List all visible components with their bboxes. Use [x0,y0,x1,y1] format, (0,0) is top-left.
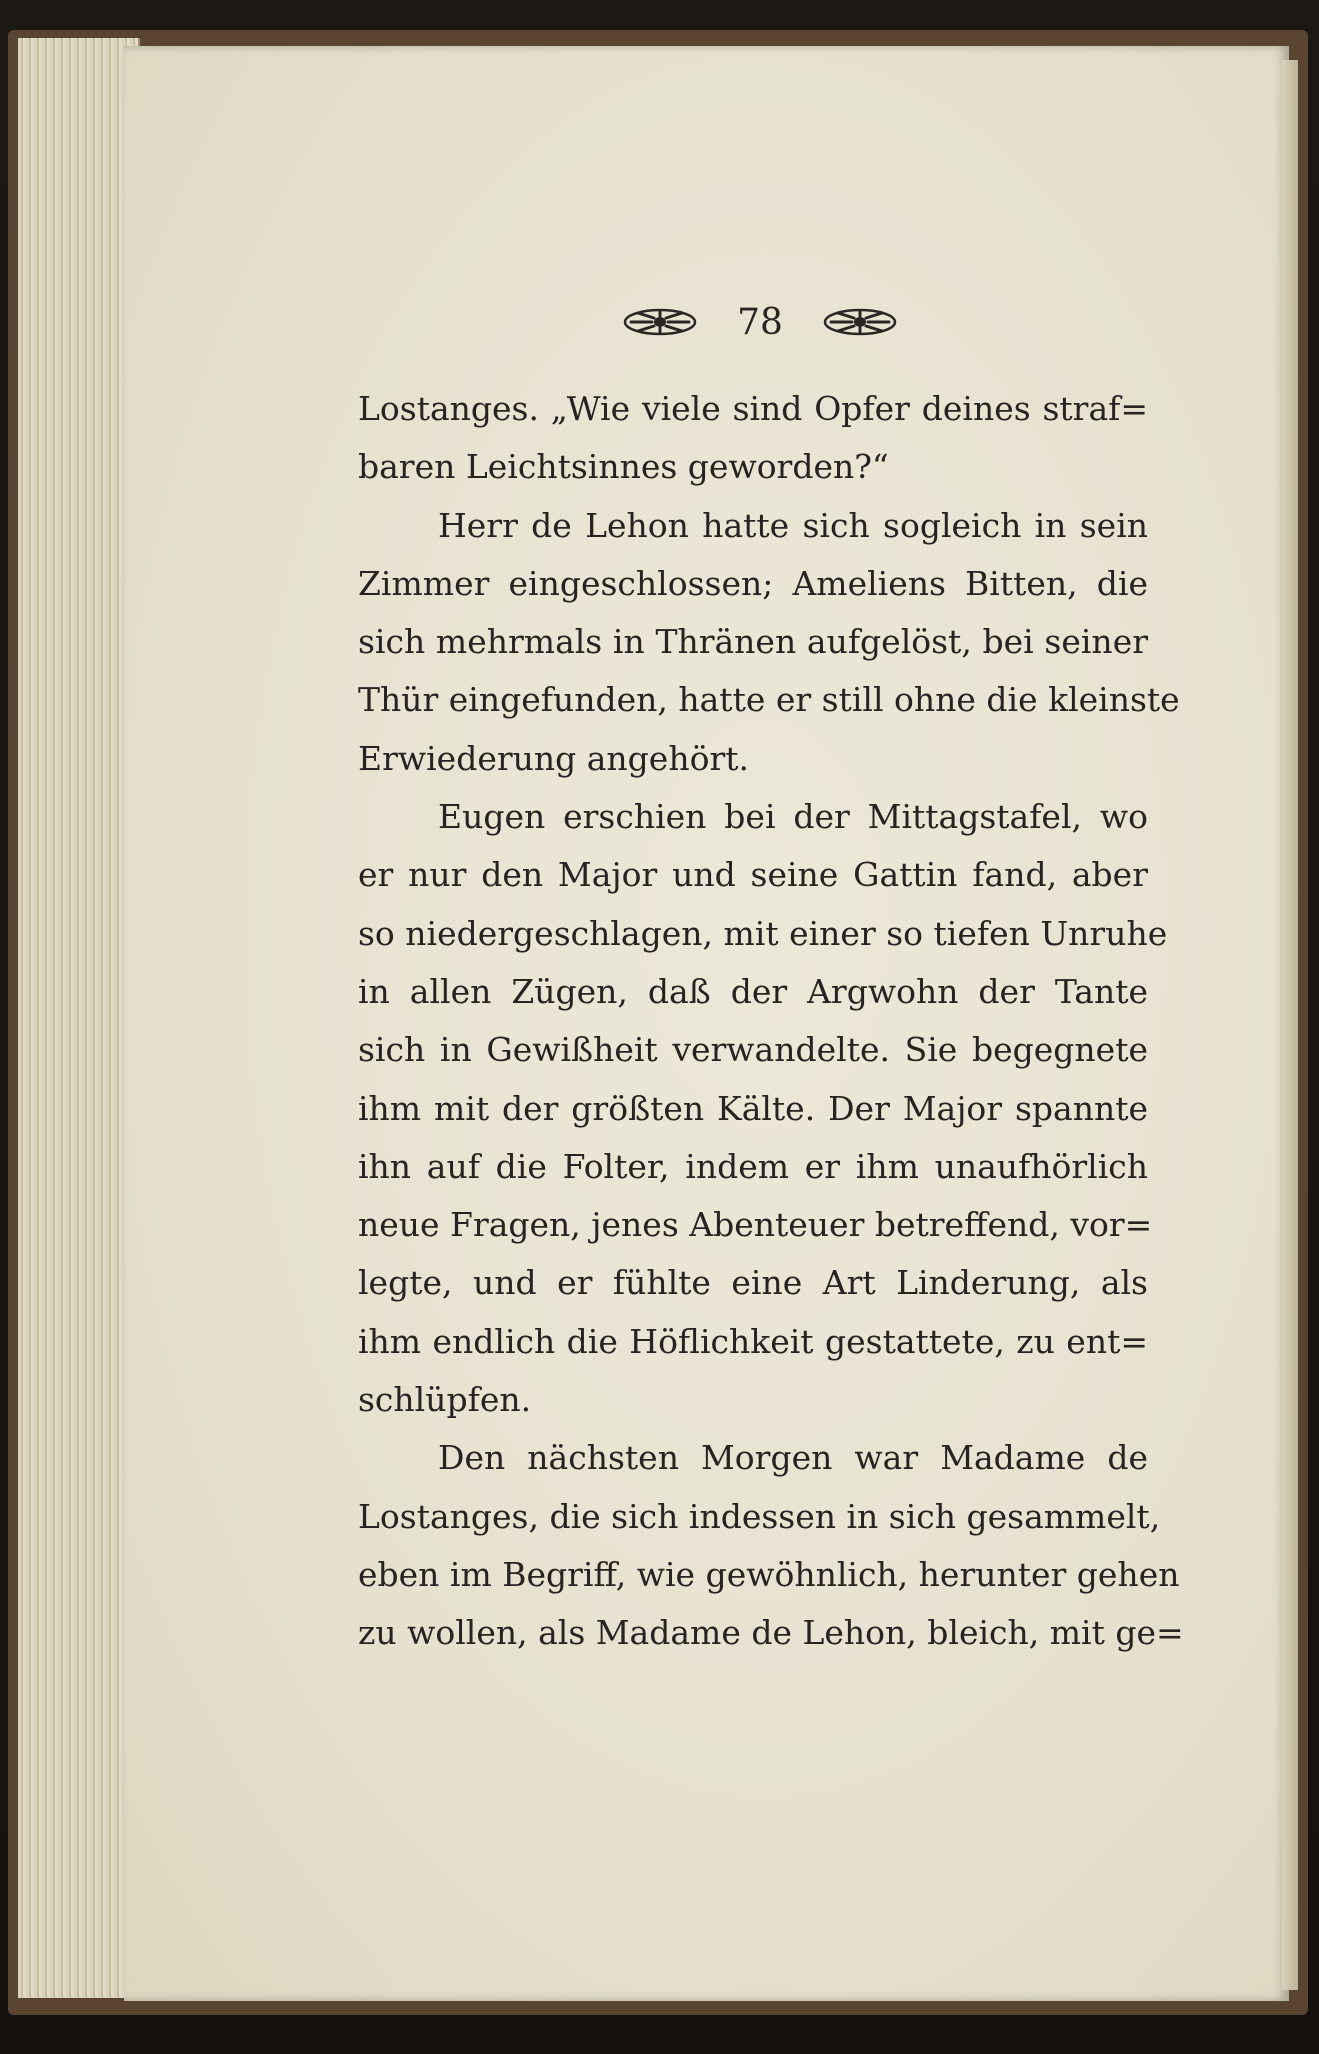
page-right-edge [1282,60,1298,1990]
text-line: so niedergeschlagen, mit einer so tiefen Unruhe [358,913,1168,953]
page-header [600,292,920,352]
text-line: neue Fragen, jenes Abenteuer betreffend, vor= [358,1205,1153,1245]
text-line: legte, und er fühlte eine Art Linderung, als [358,1263,1148,1303]
text-line: zu wollen, als Madame de Lehon, bleich, mit ge= [358,1613,1184,1653]
text-line: baren Leichtsinnes geworden?“ [358,447,889,487]
page-number: 78 [737,301,783,343]
text-line: Erwiederung angehört. [358,738,749,778]
text-line: Lostanges. „Wie viele sind Opfer deines straf= [358,389,1148,428]
text-line: sich in Gewißheit verwandelte. Sie begegnete [358,1030,1148,1070]
body-text [358,380,1184,1663]
text-line: Den nächsten Morgen war Madame de [438,1438,1148,1478]
left-ornament-icon [623,307,697,337]
text-line: er nur den Major und seine Gattin fand, aber [358,855,1148,895]
text-line: Thür eingefunden, hatte er still ohne die kleinste [358,680,1180,720]
text-line: schlüpfen. [358,1380,532,1420]
text-line: Lostanges, die sich indessen in sich gesammelt, [358,1496,1161,1536]
text-line: ihm endlich die Höflichkeit gestattete, zu ent= [358,1321,1148,1361]
text-line: in allen Zügen, daß der Argwohn der Tante [358,971,1148,1011]
text-line: ihm mit der größten Kälte. Der Major spannte [358,1088,1148,1128]
right-ornament-icon [823,307,897,337]
page-stack-edges [18,38,140,1998]
text-line: eben im Begriff, wie gewöhnlich, herunter gehen [358,1554,1180,1594]
text-line: Herr de Lehon hatte sich sogleich in sein [438,505,1148,545]
text-line: ihn auf die Folter, indem er ihm unaufhörlich [358,1146,1148,1186]
text-line: Zimmer eingeschlossen; Ameliens Bitten, die [358,563,1148,603]
text-line: Eugen erschien bei der Mittagstafel, wo [438,797,1148,837]
text-line: sich mehrmals in Thränen aufgelöst, bei seiner [358,622,1148,662]
